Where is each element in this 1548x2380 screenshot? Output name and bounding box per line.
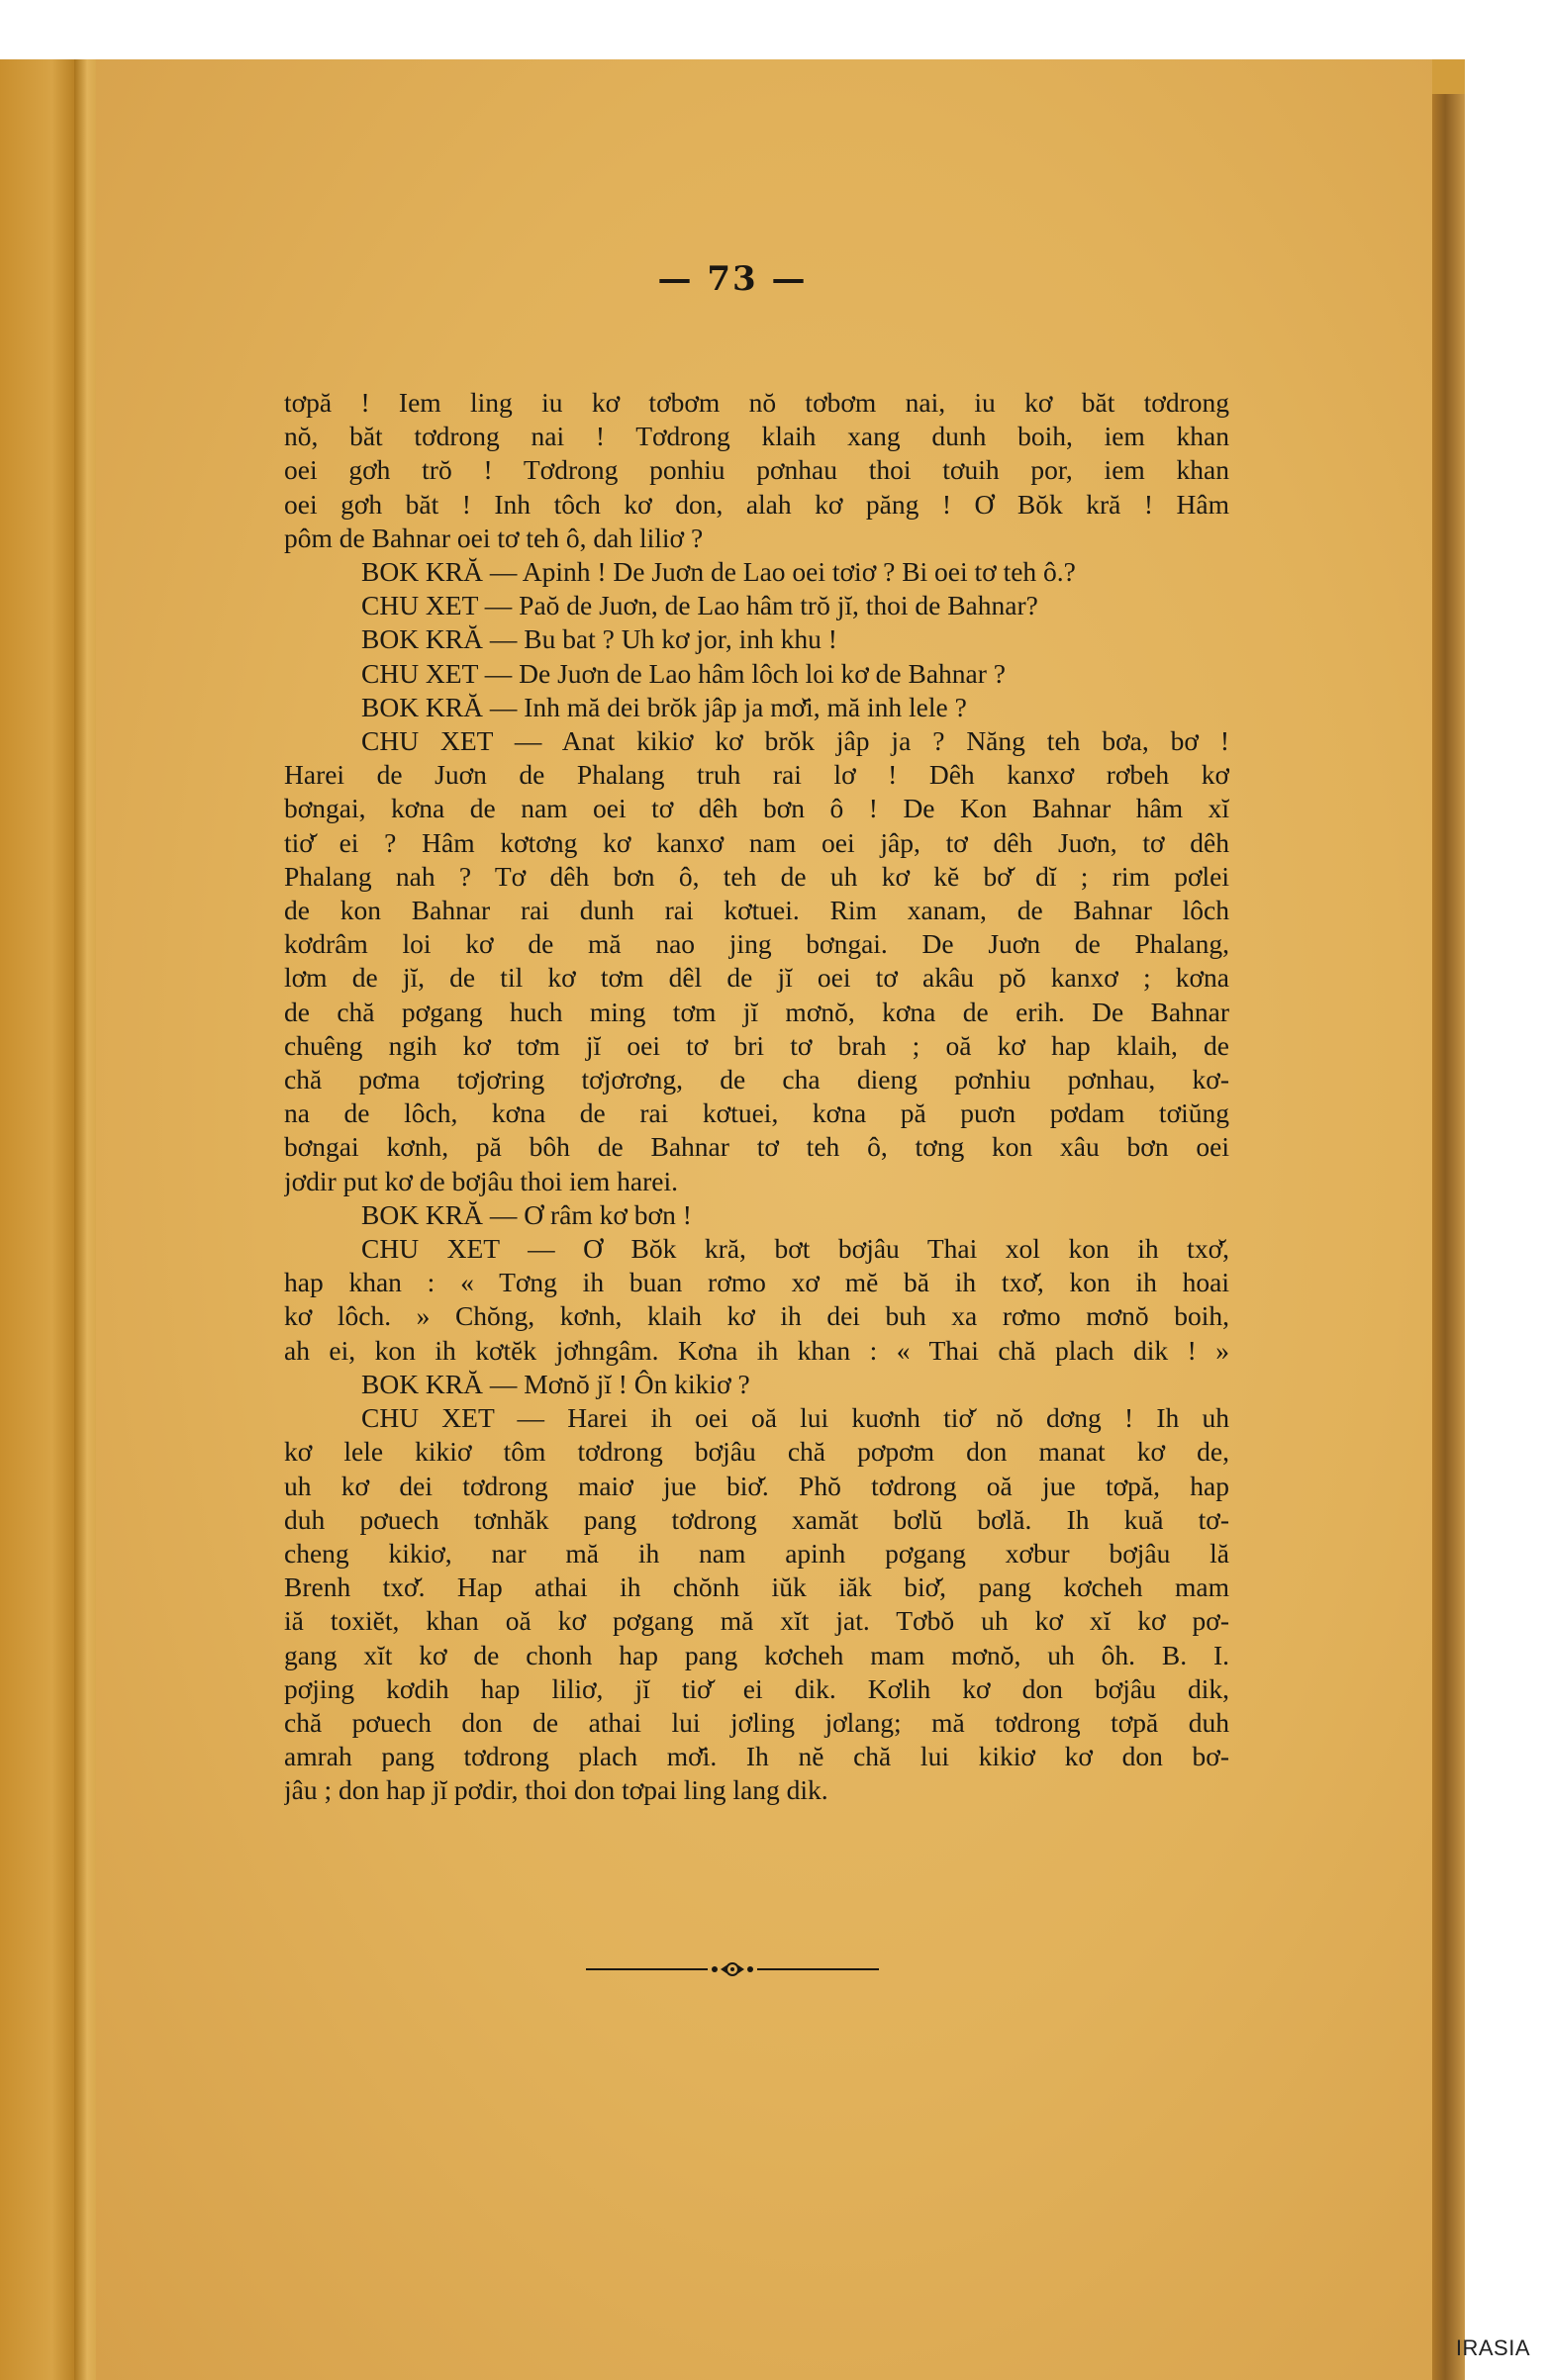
text-line: de kon Bahnar rai dunh rai kơtuei. Rim xanam, de Bahnar lôch — [284, 895, 1229, 926]
text-line: de chă pơgang huch ming tơm jĭ mơnŏ, kơna de erih. De Bahnar — [284, 996, 1229, 1027]
text-line: CHU XET — Anat kikiơ kơ brŏk jâp ja ? Năng teh bơa, bơ ! — [361, 725, 1229, 757]
text-line: CHU XET — Harei ih oei oă lui kuơnh tiơ̆ nŏ dơng ! Ih uh — [361, 1402, 1229, 1434]
text-line: BOK KRĂ — Mơnŏ jĭ ! Ôn kikiơ ? — [361, 1368, 750, 1399]
right-page-stack — [1432, 94, 1465, 2380]
text-line: iă toxiĕt, khan oă kơ pơgang mă xĭt jat. Tơbŏ uh kơ xĭ kơ pơ- — [284, 1605, 1229, 1637]
text-line: bơngai, kơna de nam oei tơ dêh bơn ô ! De Kon Bahnar hâm xĭ — [284, 793, 1229, 824]
text-line: lơm de jĭ, de til kơ tơm dêl de jĭ oei tơ akâu pŏ kanxơ ; kơna — [284, 962, 1229, 994]
text-line: BOK KRĂ — Bu bat ? Uh kơ jor, inh khu ! — [361, 623, 837, 655]
text-line: jâu ; don hap jĭ pơdir, thoi don tơpai ling lang dik. — [284, 1774, 828, 1806]
left-page-edge — [0, 59, 74, 2380]
text-line: pơjing kơdih hap liliơ, jĭ tiơ̆ ei dik. Kơlih kơ don bơjâu dik, — [284, 1672, 1229, 1704]
text-line: bơngai kơnh, pă bôh de Bahnar tơ teh ô, tơng kon xâu bơn oei — [284, 1131, 1229, 1163]
text-line: gang xĭt kơ de chonh hap pang kơcheh mam mơnŏ, uh ôh. B. I. — [284, 1639, 1229, 1670]
text-line: Brenh txơ̆. Hap athai ih chŏnh iŭk iăk biơ̆, pang kơcheh mam — [284, 1571, 1229, 1603]
text-line: BOK KRĂ — Inh mă dei brŏk jâp ja mơ̆i, mă inh lele ? — [361, 691, 967, 722]
text-line: uh kơ dei tơdrong maiơ jue biơ̆. Phŏ tơdrong oă jue tơpă, hap — [284, 1470, 1229, 1501]
text-line: Harei de Juơn de Phalang truh rai lơ ! Dêh kanxơ rơbeh kơ — [284, 759, 1229, 791]
text-line: Phalang nah ? Tơ dêh bơn ô, teh de uh kơ kĕ bơ̆ dĭ ; rim pơlei — [284, 860, 1229, 892]
text-line: BOK KRĂ — Ơ râm kơ bơn ! — [361, 1198, 692, 1230]
text-line: oei gơh trŏ ! Tơdrong ponhiu pơnhau thoi tơuih por, iem khan — [284, 454, 1229, 486]
text-line: tiơ̆ ei ? Hâm kơtơng kơ kanxơ nam oei jâp, tơ dêh Juơn, tơ dêh — [284, 826, 1229, 858]
text-line: chuêng ngih kơ tơm jĭ oei tơ bri tơ brah ; oă kơ hap klaih, de — [284, 1029, 1229, 1061]
text-line: hap khan : « Tơng ih buan rơmo xơ mĕ bă ih txơ̆, kon ih hoai — [284, 1267, 1229, 1298]
text-line: chă pơuech don de athai lui jơling jơlang; mă tơdrong tơpă duh — [284, 1706, 1229, 1738]
text-line: CHU XET — De Juơn de Lao hâm lôch loi kơ de Bahnar ? — [361, 657, 1007, 689]
text-line: ah ei, kon ih kơtĕk jơhngâm. Kơna ih khan : « Thai chă plach dik ! » — [284, 1334, 1229, 1366]
text-line: CHU XET — Ơ Bŏk kră, bơt bơjâu Thai xol kon ih txơ̆, — [361, 1233, 1229, 1265]
text-line: kơ lôch. » Chŏng, kơnh, klaih kơ ih dei buh xa rơmo mơnŏ boih, — [284, 1300, 1229, 1332]
text-line: chă pơma tơjơring tơjơrơng, de cha dieng pơnhiu pơnhau, kơ- — [284, 1064, 1229, 1095]
text-line: tơpă ! Iem ling iu kơ tơbơm nŏ tơbơm nai, iu kơ băt tơdrong — [284, 387, 1229, 418]
text-line: kơ lele kikiơ tôm tơdrong bơjâu chă pơpơm don manat kơ de, — [284, 1436, 1229, 1468]
text-line: jơdir put kơ de bơjâu thoi iem harei. — [284, 1165, 678, 1196]
text-line: cheng kikiơ, nar mă ih nam apinh pơgang xơbur bơjâu lă — [284, 1537, 1229, 1569]
text-line: duh pơuech tơnhăk pang tơdrong xamăt bơlŭ bơlă. Ih kuă tơ- — [284, 1503, 1229, 1535]
body-text — [284, 386, 1229, 1808]
text-line: na de lôch, kơna de rai kơtuei, kơna pă puơn pơdam tơiŭng — [284, 1097, 1229, 1129]
page-number: — 73 — — [657, 259, 808, 299]
text-line: CHU XET — Paŏ de Juơn, de Lao hâm trŏ jĭ, thoi de Bahnar? — [361, 590, 1038, 621]
section-end-ornament — [584, 1959, 881, 1979]
text-line: amrah pang tơdrong plach mơ̆i. Ih nĕ chă lui kikiơ kơ don bơ- — [284, 1741, 1229, 1772]
source-watermark: IRASIA — [1455, 2335, 1530, 2360]
text-line: kơdrâm loi kơ de mă nao jing bơngai. De Juơn de Phalang, — [284, 928, 1229, 960]
text-line: nŏ, băt tơdrong nai ! Tơdrong klaih xang dunh boih, iem khan — [284, 421, 1229, 452]
text-line: BOK KRĂ — Apinh ! De Juơn de Lao oei tơiơ ? Bi oei tơ teh ô.? — [361, 556, 1076, 588]
text-line: pôm de Bahnar oei tơ teh ô, dah liliơ ? — [284, 522, 704, 553]
text-line: oei gơh băt ! Inh tôch kơ don, alah kơ păng ! Ơ Bŏk kră ! Hâm — [284, 488, 1229, 520]
book-gutter — [74, 59, 96, 2380]
